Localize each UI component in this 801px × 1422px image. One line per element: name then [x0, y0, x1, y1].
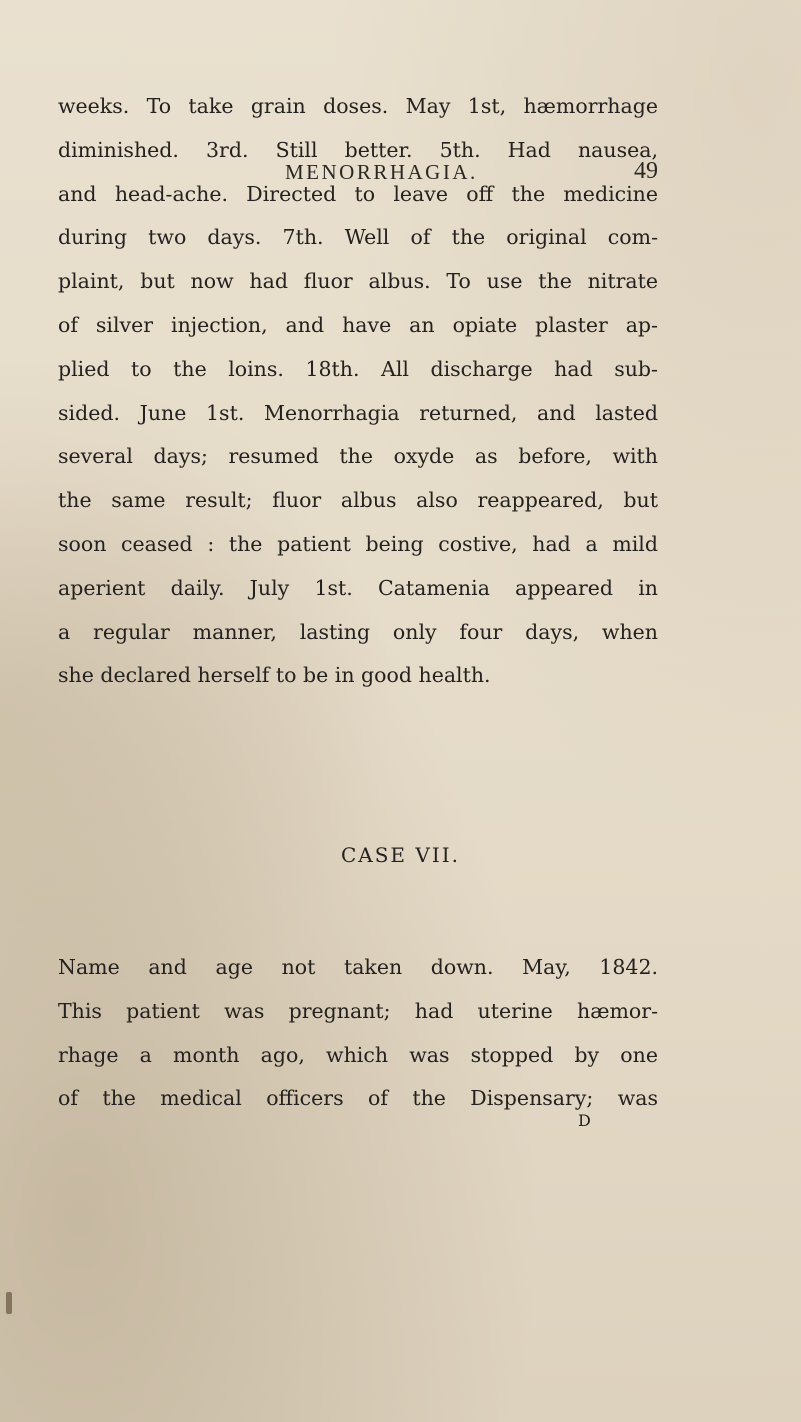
text-line: rhage a month ago, which was stopped by one	[58, 1042, 658, 1067]
text-line: she declared herself to be in good health.	[58, 663, 491, 688]
text-line: of silver injection, and have an opiate plaster ap-	[58, 312, 658, 337]
text-line: weeks. To take grain doses. May 1st, hæmorrhage	[58, 94, 658, 118]
text-line: aperient daily. July 1st. Catamenia appeared in	[58, 575, 658, 600]
running-title: MENORRHAGIA.	[285, 160, 478, 184]
text-line: plied to the loins. 18th. All discharge had sub-	[58, 356, 658, 381]
ink-stain	[6, 1292, 12, 1314]
paragraph-case-vii	[58, 946, 658, 1121]
text-line: diminished. 3rd. Still better. 5th. Had nausea,	[58, 137, 658, 162]
page-number: 49	[634, 158, 658, 184]
text-line: and head-ache. Directed to leave off the medicine	[58, 181, 658, 206]
signature-mark: D	[578, 1111, 591, 1130]
text-line: plaint, but now had fluor albus. To use the nitrate	[58, 269, 658, 294]
paragraph-continued	[58, 85, 658, 698]
text-line: This patient was pregnant; had uterine hæmor-	[58, 998, 658, 1023]
text-line: of the medical officers of the Dispensary; was	[58, 1086, 658, 1111]
text-line: a regular manner, lasting only four days, when	[58, 619, 658, 644]
text-line: several days; resumed the oxyde as before, with	[58, 444, 658, 469]
text-line: the same result; fluor albus also reappeared, but	[58, 488, 658, 513]
text-line: Name and age not taken down. May, 1842.	[58, 955, 658, 979]
text-line: during two days. 7th. Well of the original com-	[58, 225, 658, 250]
case-heading: CASE VII.	[340, 843, 460, 867]
text-line: soon ceased : the patient being costive, had a mild	[58, 531, 658, 556]
text-line: sided. June 1st. Menorrhagia returned, and lasted	[58, 400, 658, 425]
